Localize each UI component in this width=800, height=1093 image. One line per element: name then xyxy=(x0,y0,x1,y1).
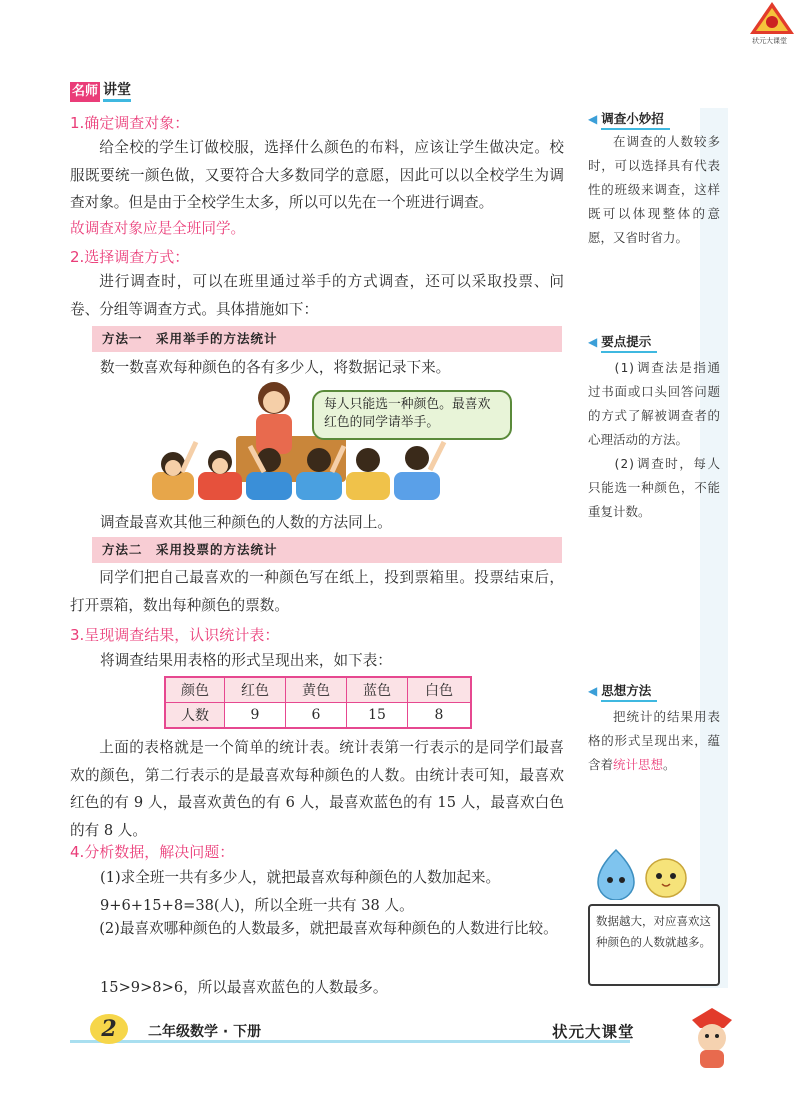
sidebar-key-text-2: (2)调查时，每人只能选一种颜色，不能重复计数。 xyxy=(588,456,720,519)
section-3-paragraph: 上面的表格就是一个简单的统计表。统计表第一行表示的是同学们最喜欢的颜色，第二行表示的是最喜欢每种颜色的人数。由统计表可知，最喜欢红色的有 9 人，最喜欢黄色的有 6 人，最喜欢蓝色的有 15 人，最喜欢白色的有 8 人。 xyxy=(70,739,564,839)
table-cell: 红色 xyxy=(225,677,286,703)
table-header-row xyxy=(165,677,471,703)
arrow-left-icon: ◀ xyxy=(588,335,598,349)
note-text: 数据越大，对应喜欢这种颜色的人数就越多。 xyxy=(596,914,711,949)
method-2-text: 同学们把自己最喜欢的一种颜色写在纸上，投到票箱里。投票结束后，打开票箱，数出每种颜色的票数。 xyxy=(70,569,564,614)
header-tag-rest: 讲堂 xyxy=(103,81,131,102)
section-3-title: 3.呈现调查结果，认识统计表： xyxy=(70,626,280,644)
lecture-header xyxy=(70,82,131,102)
table-cell: 蓝色 xyxy=(347,677,408,703)
method-1-text: 数一数喜欢每种颜色的各有多少人，将数据记录下来。 xyxy=(100,359,451,376)
table-cell: 黄色 xyxy=(286,677,347,703)
method-1-after: 调查最喜欢其他三种颜色的人数的方法同上。 xyxy=(100,514,392,531)
page-number: 2 xyxy=(90,1014,128,1044)
table-cell: 8 xyxy=(408,703,472,729)
highlight-term: 统计思想 xyxy=(613,757,664,772)
table-cell: 颜色 xyxy=(165,677,225,703)
series-brand: 状元大课堂 xyxy=(552,1023,635,1041)
mascot-character-icon xyxy=(684,1006,740,1072)
section-4-a1: 9+6+15+8=38(人)，所以全班一共有 38 人。 xyxy=(100,897,414,914)
section-1-title: 1.确定调查对象： xyxy=(70,114,190,132)
mascot-illustration xyxy=(592,846,696,900)
table-cell: 15 xyxy=(347,703,408,729)
speech-bubble-text: 每人只能选一种颜色。最喜欢红色的同学请举手。 xyxy=(324,397,491,430)
arrow-left-icon: ◀ xyxy=(588,684,598,698)
header-tag-box: 名师 xyxy=(70,82,100,102)
table-cell: 9 xyxy=(225,703,286,729)
section-4-title: 4.分析数据，解决问题： xyxy=(70,843,235,861)
sidebar-idea-title: ◀ 思想方法 xyxy=(588,680,657,702)
statistics-table xyxy=(164,676,472,729)
sidebar-idea-text: 把统计的结果用表格的形式呈现出来，蕴含着统计思想。 xyxy=(588,709,720,772)
table-cell: 6 xyxy=(286,703,347,729)
section-2-paragraph: 进行调查时，可以在班里通过举手的方式调查，还可以采取投票、问卷、分组等调查方式。具体措施如下： xyxy=(70,273,564,318)
section-4-q2: (2)最喜欢哪种颜色的人数最多，就把最喜欢每种颜色的人数进行比较。 xyxy=(99,920,558,937)
method-1-band xyxy=(92,326,562,352)
section-4-q1: (1)求全班一共有多少人，就把最喜欢每种颜色的人数加起来。 xyxy=(100,869,501,886)
section-4-a2: 15>9>8>6，所以最喜欢蓝色的人数最多。 xyxy=(100,979,388,996)
method-2-label: 方法二 采用投票的方法统计 xyxy=(102,542,278,557)
sidebar-key-title: ◀ 要点提示 xyxy=(588,331,657,353)
arrow-left-icon: ◀ xyxy=(588,112,598,126)
sidebar-key-text-1: (1)调查法是指通过书面或口头回答问题的方式了解被调查者的心理活动的方法。 xyxy=(588,360,720,447)
table-row xyxy=(165,703,471,729)
sidebar-tip-title: ◀ 调查小妙招 xyxy=(588,108,670,130)
method-1-label: 方法一 采用举手的方法统计 xyxy=(102,331,278,346)
section-1-conclusion: 故调查对象应是全班同学。 xyxy=(70,220,246,237)
table-cell: 人数 xyxy=(165,703,225,729)
brand-logo-text: 状元大课堂 xyxy=(752,37,787,45)
book-title: 二年级数学 · 下册 xyxy=(148,1024,262,1040)
table-cell: 白色 xyxy=(408,677,472,703)
section-2-title: 2.选择调查方式： xyxy=(70,248,190,266)
section-1-paragraph: 给全校的学生订做校服，选择什么颜色的布料，应该让学生做决定。校服既要统一颜色做，又要符合大多数同学的意愿，因此可以以全校学生为调查对象。但是由于全校学生太多，所以可以先在一个班进行调查。 xyxy=(70,139,564,211)
section-3-intro: 将调查结果用表格的形式呈现出来，如下表： xyxy=(100,652,392,669)
method-2-band xyxy=(92,537,562,563)
sidebar-tip-text: 在调查的人数较多时，可以选择具有代表性的班级来调查，这样既可以体现整体的意愿，又省时省力。 xyxy=(588,134,720,245)
